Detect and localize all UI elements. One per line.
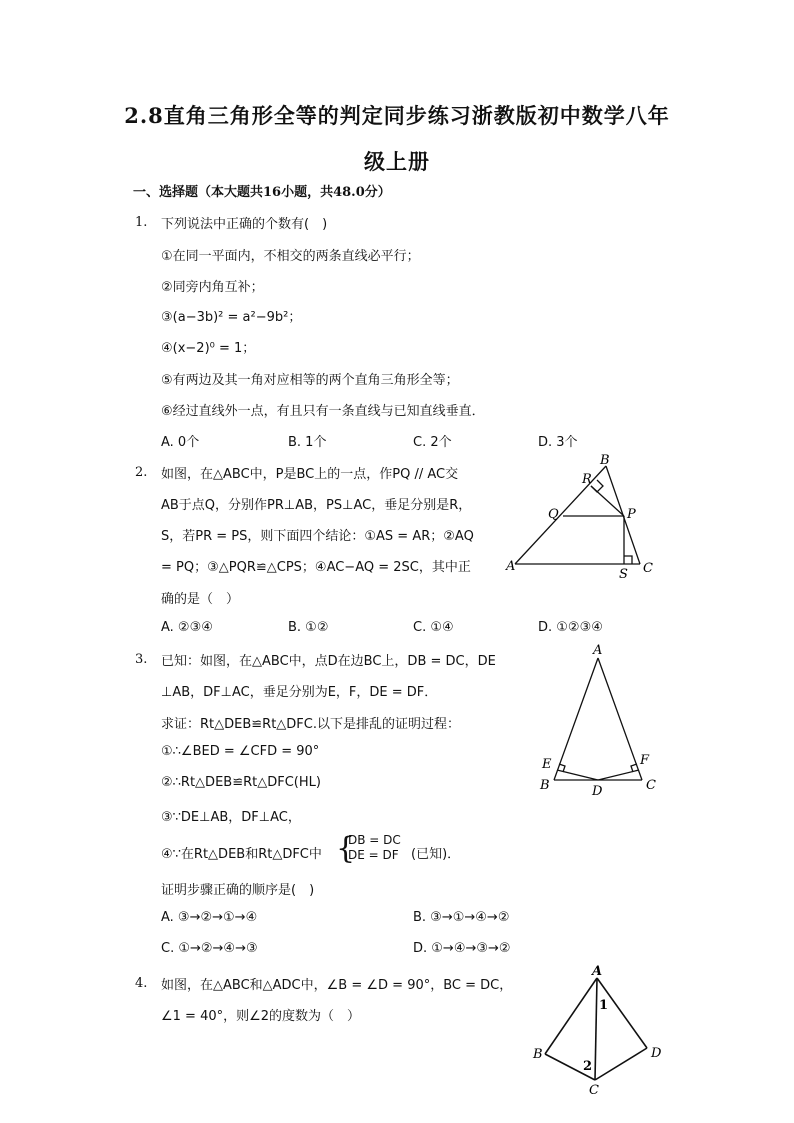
angle-2-label: 2 bbox=[583, 1059, 593, 1074]
angle-1-label: 1 bbox=[599, 998, 609, 1013]
question-text-line: ∠1 = 40°，则∠2的度数为（ ） bbox=[161, 1009, 361, 1024]
label-a: A bbox=[592, 964, 603, 979]
proof-step: ①∴∠BED = ∠CFD = 90° bbox=[161, 744, 320, 759]
question-text-line: S，若PR = PS，则下面四个结论：①AS = AR；②AQ bbox=[161, 529, 474, 544]
triangle-figure-q3 bbox=[530, 640, 670, 800]
question-text-line: = PQ；③△PQR≌△CPS；④AC−AQ = 2SC，其中正 bbox=[161, 560, 471, 575]
question-text-line: 如图，在△ABC中，P是BC上的一点，作PQ // AC交 bbox=[161, 467, 459, 482]
option-a[interactable]: A. ③→②→①→④ bbox=[161, 910, 258, 925]
proof-step: ③∵DE⊥AB，DF⊥AC， bbox=[161, 810, 301, 825]
proof-step-prefix: ④∵在Rt△DEB和Rt△DFC中 bbox=[161, 847, 322, 862]
question-ask: 证明步骤正确的顺序是( ) bbox=[161, 883, 315, 898]
question-text-line: 求证：Rt△DEB≌Rt△DFC.以下是排乱的证明过程： bbox=[161, 717, 460, 732]
label-a: A bbox=[506, 559, 516, 574]
option-d[interactable]: D. ①→④→③→② bbox=[413, 941, 511, 956]
question-number: 4. bbox=[135, 976, 148, 991]
option-c[interactable]: C. ①④ bbox=[413, 620, 454, 635]
label-d: D bbox=[651, 1046, 662, 1061]
label-c: C bbox=[643, 561, 653, 576]
question-text-line: ⊥AB，DF⊥AC，垂足分别为E，F，DE = DF． bbox=[161, 685, 438, 700]
page-title-line2: 级上册 bbox=[364, 149, 430, 174]
proof-step-suffix: (已知)． bbox=[411, 847, 461, 862]
triangle-figure-q4 bbox=[525, 962, 675, 1102]
triangle-figure-q2 bbox=[500, 452, 670, 582]
brace-symbol: { bbox=[336, 831, 356, 866]
label-q: Q bbox=[548, 507, 559, 522]
statement-item: ③(a−3b)² = a²−9b²； bbox=[161, 310, 302, 325]
question-stem: 下列说法中正确的个数有( ) bbox=[161, 217, 328, 232]
proof-step: ②∴Rt△DEB≌Rt△DFC(HL) bbox=[161, 775, 321, 790]
option-a[interactable]: A. ②③④ bbox=[161, 620, 213, 635]
label-c: C bbox=[589, 1083, 599, 1098]
label-c: C bbox=[646, 778, 656, 793]
option-c[interactable]: C. 2个 bbox=[413, 435, 452, 450]
section-heading: 一、选择题（本大题共16小题，共48.0分） bbox=[133, 185, 391, 200]
statement-item: ④(x−2)⁰ = 1； bbox=[161, 341, 256, 356]
question-text-line: 确的是（ ） bbox=[161, 592, 240, 607]
question-number: 1. bbox=[135, 215, 148, 230]
label-a: A bbox=[593, 643, 603, 658]
question-number: 3. bbox=[135, 652, 148, 667]
equation-line: DE = DF bbox=[348, 848, 399, 862]
option-d[interactable]: D. ①②③④ bbox=[538, 620, 603, 635]
option-b[interactable]: B. ③→①→④→② bbox=[413, 910, 510, 925]
option-a[interactable]: A. 0个 bbox=[161, 435, 200, 450]
option-c[interactable]: C. ①→②→④→③ bbox=[161, 941, 258, 956]
statement-item: ⑥经过直线外一点，有且只有一条直线与已知直线垂直． bbox=[161, 404, 485, 419]
question-text-line: 已知：如图，在△ABC中，点D在边BC上，DB = DC，DE bbox=[161, 654, 496, 669]
statement-item: ①在同一平面内，不相交的两条直线必平行； bbox=[161, 249, 420, 264]
option-b[interactable]: B. ①② bbox=[288, 620, 329, 635]
statement-item: ⑤有两边及其一角对应相等的两个直角三角形全等； bbox=[161, 373, 459, 388]
statement-item: ②同旁内角互补； bbox=[161, 280, 264, 295]
question-text-line: 如图，在△ABC和△ADC中，∠B = ∠D = 90°，BC = DC， bbox=[161, 978, 513, 993]
label-b: B bbox=[540, 778, 550, 793]
equation-line: DB = DC bbox=[348, 833, 401, 847]
label-d: D bbox=[592, 784, 603, 799]
option-b[interactable]: B. 1个 bbox=[288, 435, 327, 450]
question-number: 2. bbox=[135, 465, 148, 480]
label-f: F bbox=[640, 753, 650, 768]
label-b: B bbox=[600, 453, 610, 468]
label-b: B bbox=[533, 1047, 543, 1062]
label-e: E bbox=[542, 757, 552, 772]
label-p: P bbox=[627, 507, 636, 522]
option-d[interactable]: D. 3个 bbox=[538, 435, 578, 450]
label-s: S bbox=[619, 567, 628, 582]
question-text-line: AB于点Q，分别作PR⊥AB，PS⊥AC，垂足分别是R， bbox=[161, 498, 472, 513]
label-r: R bbox=[582, 472, 592, 487]
page-title: 2.8直角三角形全等的判定同步练习浙教版初中数学八年 bbox=[124, 103, 670, 128]
